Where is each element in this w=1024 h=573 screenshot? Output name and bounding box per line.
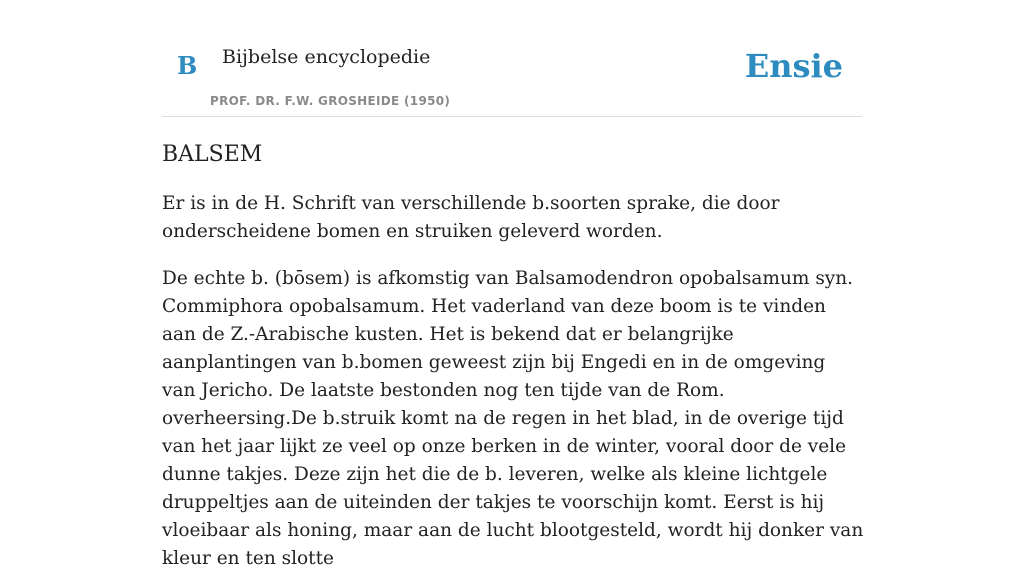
entry-paragraph: De echte b. (bōsem) is afkomstig van Balsamodendron opobalsamum syn. Commiphora opobalsamum. Het vaderland van deze boom is te vinden aan de Z.-Arabische kusten. Het is bekend dat er belangrijke aanplantingen van b.bomen geweest zijn bij Engedi en in de omgeving van Jericho. De laatste bestonden nog ten tijde van de Rom. overheersing.De b.struik komt na de regen in het blad, in de overige tijd van het jaar lijkt ze veel op onze berken in de winter, vooral door de vele dunne takjes. Deze zijn het die de b. leveren, welke als kleine lichtgele druppeltjes aan de uiteinden der takjes te voorschijn komt. Eerst is hij vloeibaar als honing, maar aan de lucht blootgesteld, wordt hij donker van kleur en ten slotte (162, 268, 864, 569)
book-title-link[interactable]: Bijbelse encyclopedie (222, 46, 431, 68)
entry-title: BALSEM (162, 142, 263, 167)
book-logo-letter[interactable]: B (177, 51, 198, 80)
book-author: PROF. DR. F.W. GROSHEIDE (1950) (210, 94, 451, 108)
entry-content (162, 140, 864, 573)
entry-paragraph: Er is in de H. Schrift van verschillende b.soorten sprake, die door onderscheidene bomen en struiken geleverd worden. (162, 193, 780, 242)
header (162, 0, 862, 117)
ensie-logo-link[interactable]: Ensie (744, 47, 843, 85)
